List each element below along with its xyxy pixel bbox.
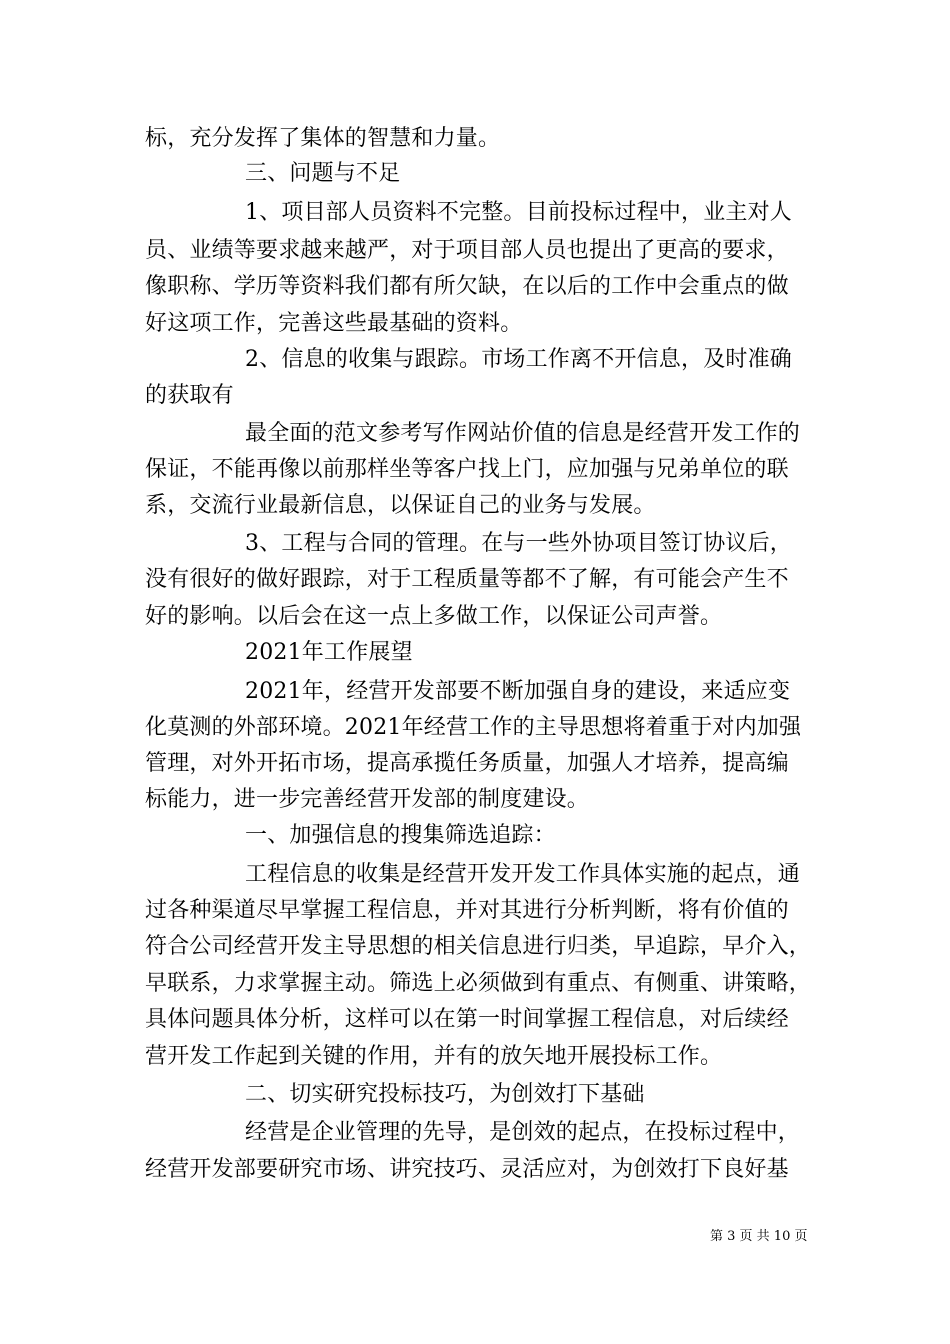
- text-line: 像职称、学历等资料我们都有所欠缺，在以后的工作中会重点的做: [145, 274, 789, 299]
- text-line: 管理，对外开拓市场，提高承揽任务质量，加强人才培养，提高编: [145, 751, 789, 776]
- text-line: 过各种渠道尽早掌握工程信息，并对其进行分析判断，将有价值的: [145, 898, 789, 923]
- text-line: 经营是企业管理的先导，是创效的起点，在投标过程中，: [245, 1120, 801, 1145]
- text-line: 好这项工作，完善这些最基础的资料。: [145, 311, 523, 336]
- text-line: 工程信息的收集是经营开发开发工作具体实施的起点，通: [245, 862, 801, 887]
- text-line: 营开发工作起到关键的作用，并有的放矢地开展投标工作。: [145, 1044, 723, 1069]
- text-line: 2021年，经营开发部要不断加强自身的建设，来适应变: [245, 679, 791, 704]
- text-line: 1、项目部人员资料不完整。目前投标过程中，业主对人: [245, 200, 792, 225]
- text-line: 早联系，力求掌握主动。筛选上必须做到有重点、有侧重、讲策略，: [145, 971, 812, 996]
- text-line: 3、工程与合同的管理。在与一些外协项目签订协议后，: [245, 531, 792, 556]
- text-line: 员、业绩等要求越来越严，对于项目部人员也提出了更高的要求，: [145, 238, 789, 263]
- text-line: 具体问题具体分析，这样可以在第一时间掌握工程信息，对后续经: [145, 1007, 789, 1032]
- page-number-footer: 第 3 页 共 10 页: [710, 1229, 808, 1244]
- text-line: 的获取有: [145, 383, 234, 408]
- text-line: 经营开发部要研究市场、讲究技巧、灵活应对，为创效打下良好基: [145, 1157, 789, 1182]
- text-line: 好的影响。以后会在这一点上多做工作，以保证公司声誉。: [145, 604, 723, 629]
- text-line: 系，交流行业最新信息，以保证自己的业务与发展。: [145, 493, 656, 518]
- text-line: 化莫测的外部环境。2021年经营工作的主导思想将着重于对内加强: [145, 715, 802, 740]
- text-line: 2、信息的收集与跟踪。市场工作离不开信息，及时准确: [245, 347, 792, 372]
- text-line: 符合公司经营开发主导思想的相关信息进行归类，早追踪，早介入，: [145, 934, 812, 959]
- text-line: 标，充分发挥了集体的智慧和力量。: [145, 126, 501, 151]
- text-line: 保证，不能再像以前那样坐等客户找上门，应加强与兄弟单位的联: [145, 457, 789, 482]
- section-heading: 二、切实研究投标技巧，为创效打下基础: [245, 1082, 645, 1107]
- text-line: 最全面的范文参考写作网站价值的信息是经营开发工作的: [245, 421, 801, 446]
- section-heading: 一、加强信息的搜集筛选追踪：: [245, 823, 556, 848]
- text-line: 没有很好的做好跟踪，对于工程质量等都不了解，有可能会产生不: [145, 567, 789, 592]
- section-heading: 三、问题与不足: [245, 161, 401, 186]
- section-heading: 2021年工作展望: [245, 640, 413, 665]
- text-line: 标能力，进一步完善经营开发部的制度建设。: [145, 787, 590, 812]
